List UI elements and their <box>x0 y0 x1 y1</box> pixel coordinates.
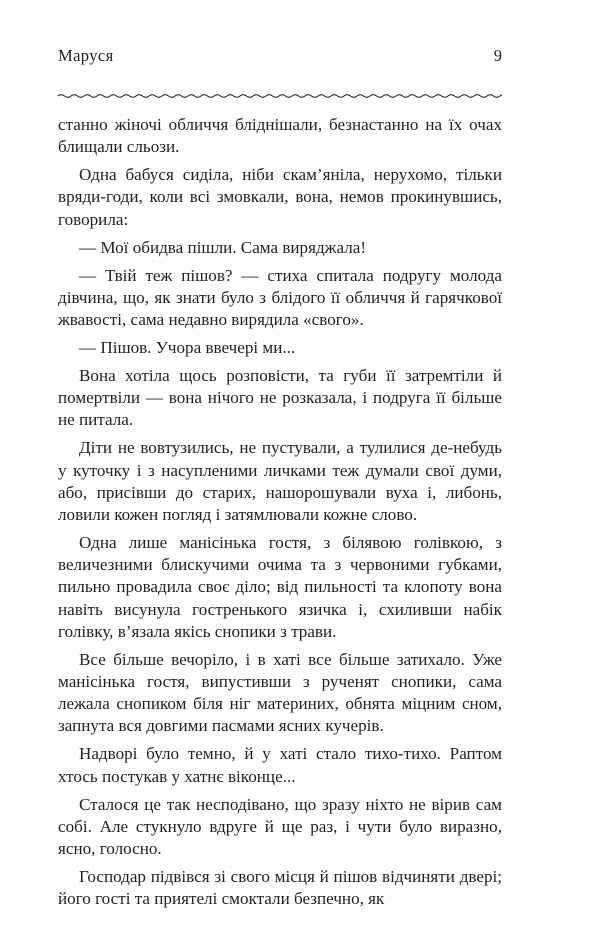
paragraph-11: Сталося це так несподівано, що зразу ніхто не вірив сам собі. Але стукнуло вдруге й ще раз, і чути було виразно, ясно, голосно. <box>58 794 502 859</box>
paragraph-6: Вона хотіла щось розповісти, та губи її затремтіли й помертвіли — вона нічого не розказала, і подруга її більше не питала. <box>58 366 502 430</box>
paragraph-8: Одна лише манісінька гостя, з білявою голівкою, з величезними блискучими очима та з червоними губками, пильно провадила своє діло; від пильності та клопоту вона навіть висунула гостренького язичка і, схиливши набік голівку, в’язала якісь снопики з трави. <box>58 533 502 641</box>
page-header <box>58 42 502 76</box>
page-number: 9 <box>493 46 502 65</box>
paragraph-9: Все більше вечоріло, і в хаті все більше затихало. Уже манісінька гостя, випустивши з рученят снопики, сама лежала снопиком біля ніг материних, обнята міцним сном, запнута вся довгими пасмами ясних кучерів. <box>58 649 502 736</box>
paragraph-7: Діти не вовтузились, не пустували, а тулилися де-небудь у куточку і з насупленими личками теж думали свої думи, або, присівши до старих, нашорошували вуха і, либонь, ловили кожен погляд і затямлювали кожне слово. <box>58 438 502 525</box>
paragraph-10: Надворі було темно, й у хаті стало тихо-тихо. Раптом хтось постукав у хатнє віконце... <box>58 744 502 786</box>
paragraph-5: — Пішов. Учора ввечері ми... <box>79 338 296 358</box>
body-text <box>58 114 502 916</box>
wavy-divider <box>58 91 502 101</box>
paragraph-3: — Мої обидва пішли. Сама виряджала! <box>79 237 367 257</box>
paragraph-12: Господар підвівся зі свого місця й пішов відчиняти двері; його гості та приятелі смоктали безпечно, як <box>58 867 502 909</box>
paragraph-4: — Твій теж пішов? — стиха спитала подругу молода дівчина, що, як знати було з блідого її обличчя й гарячкової жвавості, сама недавно вирядила «свого». <box>58 265 502 330</box>
paragraph-1: станно жіночі обличчя бліднішали, безнастанно на їх очах блищали сльози. <box>58 115 502 157</box>
paragraph-2: Одна бабуся сиділа, ніби скам’яніла, нерухомо, тільки вряди-годи, коли всі змовкали, вона, немов прокинувшись, говорила: <box>58 165 502 229</box>
running-title: Маруся <box>58 46 114 65</box>
